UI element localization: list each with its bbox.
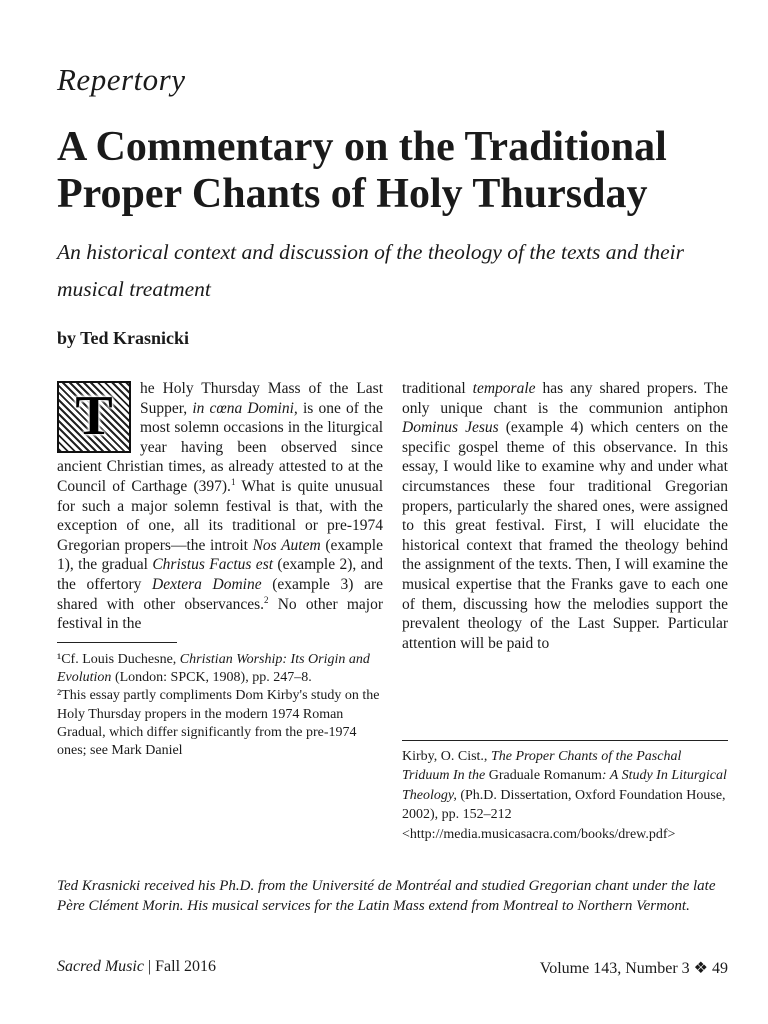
- body-paragraph-2: traditional temporale has any shared propers. The only unique chant is the communion antiphon Dominus Jesus (example 4) which centers on the specific gospel theme of this observance. In this essay, I would like to examine why and under what circumstances these four traditional Gregorian propers, particularly the shared ones, were assigned to this great festival. First, I will elucidate the historical context that framed the theology behind the assignment of the texts. Then, I will examine the musical expertise that the Franks gave to each one of them, discussing how the melodies support the prevalent theology of the Last Supper. Particular attention will be paid to: [402, 380, 729, 652]
- footnote-2: ²This essay partly compliments Dom Kirby's study on the Holy Thursday propers in the modern 1974 Roman Gradual, which differ significantly from the pre-1974 ones; see Mark Daniel: [57, 688, 380, 759]
- footnote-2-continued: Kirby, O. Cist., The Proper Chants of the Paschal Triduum In the Graduale Romanum: A Study In Liturgical Theology, (Ph.D. Dissertation, Oxford Foundation House, 2002), pp. 152–212 <http://media.musicasacra.com/books/drew.pdf>: [402, 740, 728, 844]
- article-subtitle: An historical context and discussion of the theology of the texts and their musical treatment: [57, 240, 684, 301]
- section-label: Repertory: [57, 62, 186, 97]
- diamond-ornament-icon: ❖: [693, 960, 708, 977]
- footnote-ref-1[interactable]: 1: [230, 476, 236, 487]
- footnote-divider: [57, 642, 177, 643]
- footer-issue: [540, 958, 728, 978]
- journal-name: Sacred Music: [57, 958, 144, 975]
- body-column-right: [402, 379, 728, 653]
- body-column-left: [57, 379, 383, 761]
- page-number: 49: [712, 960, 728, 977]
- author-bio: Ted Krasnicki received his Ph.D. from the Université de Montréal and studied Gregorian chant under the late Père Clément Morin. His musical services for the Latin Mass extend from Montreal to Northern Vermont.: [57, 878, 716, 914]
- dropcap-ornament: [57, 381, 131, 453]
- footnote-1: ¹Cf. Louis Duchesne, Christian Worship: Its Origin and Evolution (London: SPCK, 1908), pp. 247–8.: [57, 651, 370, 686]
- dropcap-letter: T: [75, 385, 113, 448]
- body-paragraph-1: he Holy Thursday Mass of the Last Supper, in cœna Domini, is one of the most solemn occasions in the liturgical year having been observed since ancient Christian times, as already attested to at the Council of Carthage (397).$^1$ What is quite unusual for such a major solemn festival is that, with the exception of one, all its traditional or pre-1974 Gregorian propers—the introit Nos Autem (example 1), the gradual Christus Factus est (example 2), and the offertory Dextera Domine (example 3) are shared with other observances.$^2$ No other major festival in the: [57, 380, 383, 633]
- article-title: A Commentary on the Traditional Proper Chants of Holy Thursday: [57, 124, 667, 217]
- issue-number: Volume 143, Number 3: [539, 960, 690, 977]
- footnote-ref-2[interactable]: 2: [264, 594, 269, 605]
- journal-season: Fall 2016: [155, 958, 217, 975]
- footer-journal: Sacred Music | Fall 2016: [57, 958, 217, 975]
- byline: by Ted Krasnicki: [57, 328, 190, 348]
